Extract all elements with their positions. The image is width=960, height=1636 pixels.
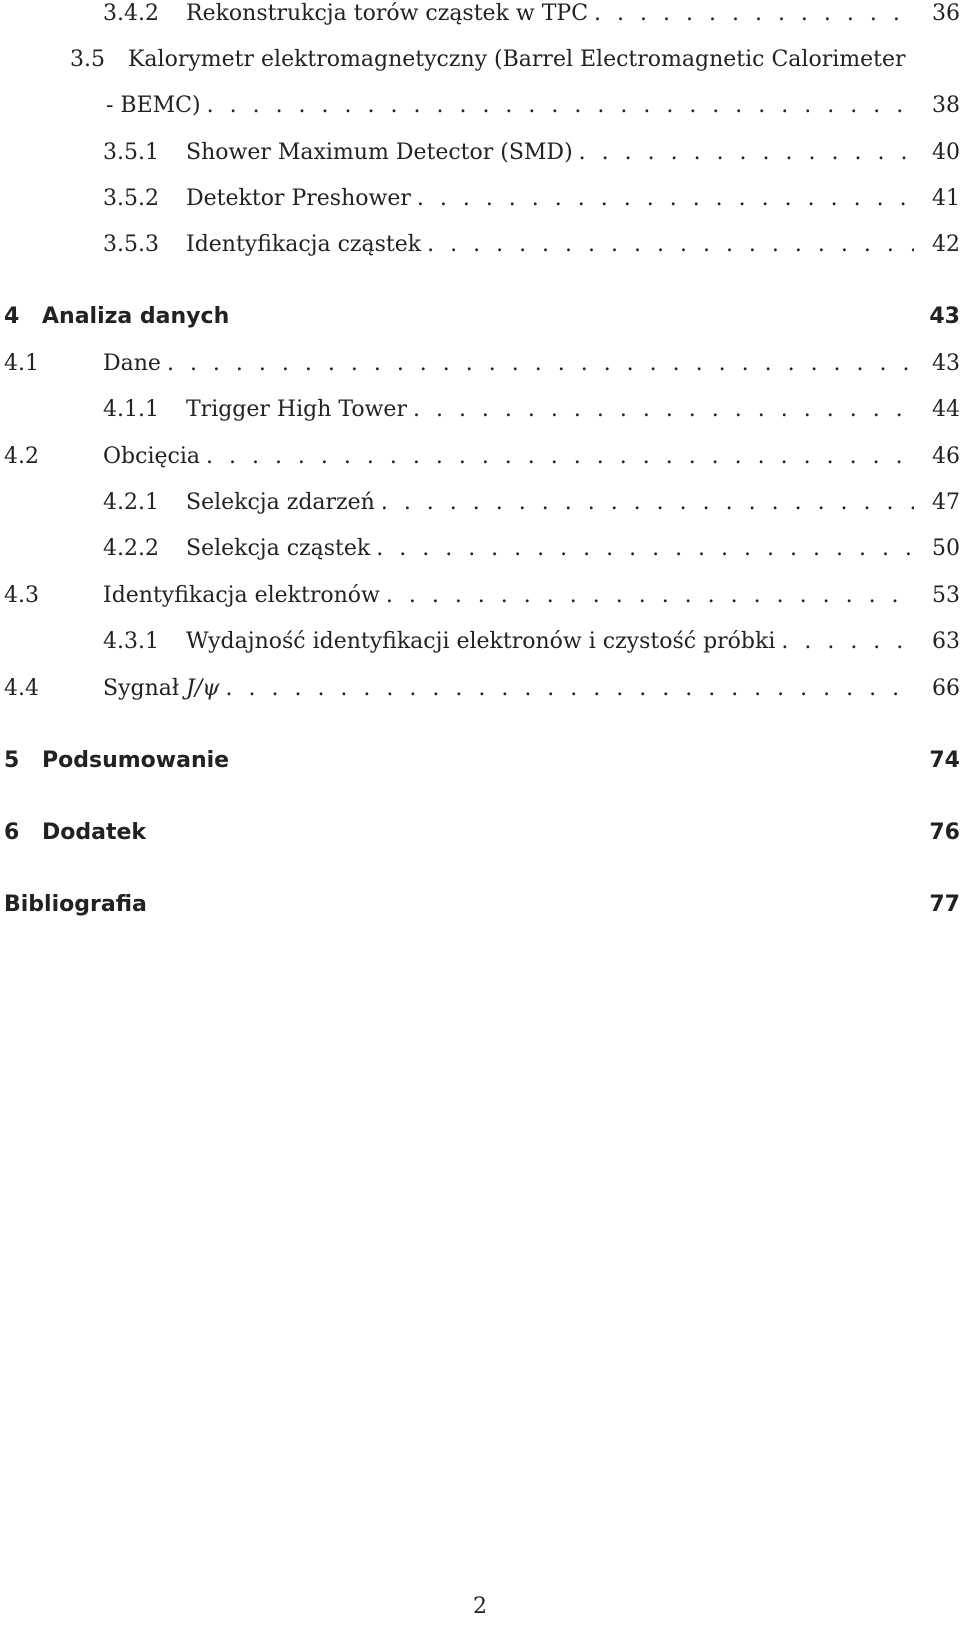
toc-entry-4-2-2[interactable] [0, 533, 960, 565]
section-title: Wydajność identyfikacji elektronów i czystość próbki [186, 629, 776, 654]
math-symbol: J/ψ [186, 676, 220, 701]
section-number: 4.2.1 [103, 490, 159, 515]
section-number: 3.5.2 [103, 186, 159, 211]
section-title: Shower Maximum Detector (SMD) [186, 140, 573, 165]
toc-entry-4-1-1[interactable] [0, 394, 960, 426]
toc-entry-4-2-1[interactable] [0, 487, 960, 519]
dot-leader [220, 673, 915, 705]
page-ref: 46 [932, 444, 960, 469]
page-number: 2 [473, 1594, 487, 1619]
page-ref: 38 [932, 93, 960, 118]
toc-entry-4-3-1[interactable] [0, 626, 960, 658]
page-ref: 43 [932, 351, 960, 376]
section-number: 4.4 [4, 676, 39, 701]
page-ref: 41 [932, 186, 960, 211]
dot-leader [201, 90, 914, 122]
page-ref: 44 [932, 397, 960, 422]
dot-leader [573, 137, 914, 169]
section-title: Selekcja cząstek [186, 536, 371, 561]
toc-entry-3-5-2[interactable] [0, 183, 960, 215]
section-number: 3.4.2 [103, 1, 159, 26]
dot-leader [380, 580, 914, 612]
dot-leader [375, 487, 914, 519]
page-ref: 77 [929, 892, 960, 917]
page-ref: 42 [932, 232, 960, 257]
section-title: Detektor Preshower [186, 186, 411, 211]
dot-leader [421, 229, 914, 261]
toc-entry-3-5[interactable] [0, 44, 960, 76]
chapter-number: 6 [4, 820, 20, 845]
section-title: Rekonstrukcja torów cząstek w TPC [186, 1, 589, 26]
section-title [103, 673, 220, 705]
page-ref: 50 [932, 536, 960, 561]
toc-entry-3-4-2[interactable] [0, 0, 960, 30]
chapter-title: Podsumowanie [42, 748, 230, 773]
dot-leader [411, 183, 914, 215]
dot-leader [370, 533, 914, 565]
section-title-continued: - BEMC) [106, 93, 201, 118]
section-title: Kalorymetr elektromagnetyczny (Barrel Electromagnetic Calorimeter [128, 47, 906, 72]
section-number: 3.5 [70, 47, 105, 72]
toc-entry-4-4[interactable] [0, 673, 960, 705]
section-title-text: Sygnał [103, 676, 180, 701]
chapter-title: Dodatek [42, 820, 147, 845]
section-number: 4.1 [4, 351, 39, 376]
section-title: Identyfikacja elektronów [103, 583, 380, 608]
page-ref: 47 [932, 490, 960, 515]
section-number: 4.1.1 [103, 397, 159, 422]
page-ref: 74 [929, 748, 960, 773]
page-ref: 36 [932, 1, 960, 26]
chapter-title: Analiza danych [42, 304, 230, 329]
section-number: 4.2.2 [103, 536, 159, 561]
section-number: 3.5.3 [103, 232, 159, 257]
toc-chapter-5[interactable] [0, 745, 960, 777]
page-ref: 76 [929, 820, 960, 845]
toc-chapter-4[interactable] [0, 301, 960, 333]
page-ref: 66 [932, 676, 960, 701]
section-title: Obcięcia [103, 444, 200, 469]
section-title: Selekcja zdarzeń [186, 490, 375, 515]
section-title: Dane [103, 351, 161, 376]
dot-leader [161, 348, 914, 380]
page-ref: 40 [932, 140, 960, 165]
dot-leader [775, 626, 914, 658]
chapter-number: 4 [4, 304, 20, 329]
page-ref: 43 [929, 304, 960, 329]
toc-entry-4-3[interactable] [0, 580, 960, 612]
dot-leader [588, 0, 914, 30]
chapter-title: Bibliografia [4, 892, 147, 917]
section-number: 4.3 [4, 583, 39, 608]
toc-chapter-6[interactable] [0, 817, 960, 849]
toc-entry-4-1[interactable] [0, 348, 960, 380]
toc-entry-3-5-continued[interactable] [0, 90, 960, 122]
section-title: Identyfikacja cząstek [186, 232, 422, 257]
section-number: 4.2 [4, 444, 39, 469]
section-title: Trigger High Tower [186, 397, 407, 422]
section-number: 3.5.1 [103, 140, 159, 165]
dot-leader [200, 441, 914, 473]
page-ref: 63 [932, 629, 960, 654]
toc-entry-3-5-1[interactable] [0, 137, 960, 169]
section-number: 4.3.1 [103, 629, 159, 654]
toc-entry-4-2[interactable] [0, 441, 960, 473]
toc-bibliography[interactable] [0, 889, 960, 921]
chapter-number: 5 [4, 748, 20, 773]
page-ref: 53 [932, 583, 960, 608]
toc-entry-3-5-3[interactable] [0, 229, 960, 261]
dot-leader [407, 394, 914, 426]
